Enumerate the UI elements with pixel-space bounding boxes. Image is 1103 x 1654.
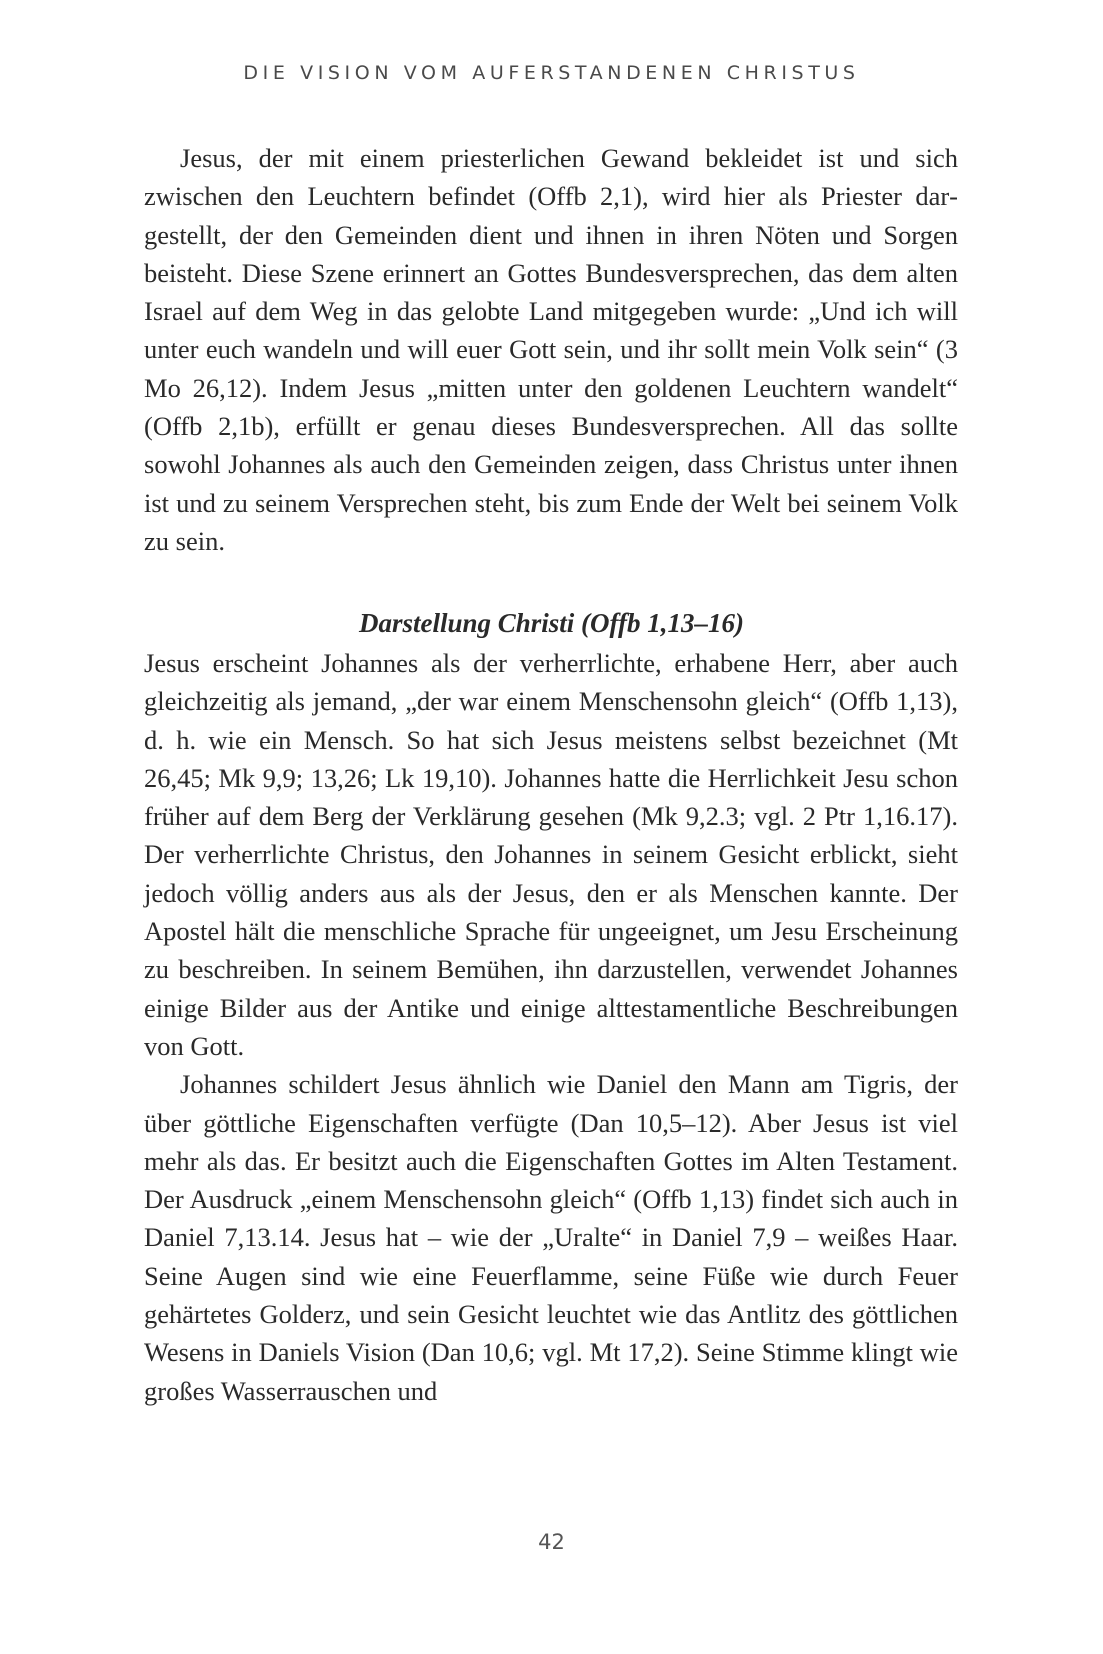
running-head: DIE VISION VOM AUFERSTANDENEN CHRISTUS — [243, 62, 860, 84]
page-number: 42 — [538, 1530, 565, 1554]
paragraph: Jesus erscheint Johannes als der verherrlichte, erhabene Herr, aber auch gleichzeitig als jemand, „der war einem Menschensohn gleich“ (Offb 1,13), d. h. wie ein Mensch. So hat sich Jesus meistens selbst bezeichnet (Mt 26,45; Mk 9,9; 13,26; Lk 19,10). Johannes hatte die Herrlichkeit Jesu schon früher auf dem Berg der Verklärung gesehen (Mk 9,2.3; vgl. 2 Ptr 1,16.17). Der verherrlichte Christus, den Johannes in seinem Gesicht erblickt, sieht jedoch völlig anders aus als der Jesus, den er als Menschen kannte. Der Apostel hält die menschliche Sprache für ungeeignet, um Jesu Erscheinung zu beschreiben. In seinem Bemühen, ihn darzustellen, verwendet Johannes einige Bilder aus der Antike und einige alttestamentliche Beschreibungen von Gott. — [144, 648, 958, 1061]
section-heading: Darstellung Christi (Offb 1,13–16) — [358, 608, 745, 638]
body-text-bottom — [144, 644, 958, 1410]
paragraph: Jesus, der mit einem priesterlichen Gewand bekleidet ist und sich zwischen den Leuchtern befindet (Offb 2,1), wird hier als Priester dargestellt, der den Gemeinden dient und ihnen in ihren Nöten und Sorgen beisteht. Diese Szene erinnert an Gottes Bundesversprechen, das dem alten Israel auf dem Weg in das gelobte Land mitgegeben wurde: „Und ich will unter euch wandeln und will euer Gott sein, und ihr sollt mein Volk sein“ (3 Mo 26,12). Indem Jesus „mitten unter den goldenen Leuchtern wandelt“ (Offb 2,1b), erfüllt er genau dieses Bundesversprechen. All das sollte sowohl Johannes als auch den Gemeinden zeigen, dass Christus unter ihnen ist und zu seinem Versprechen steht, bis zum Ende der Welt bei seinem Volk zu sein. — [144, 143, 958, 556]
paragraph: Johannes schildert Jesus ähnlich wie Daniel den Mann am Tigris, der über göttliche Eigenschaften verfügte (Dan 10,5–12). Aber Jesus ist viel mehr als das. Er besitzt auch die Eigenschaften Gottes im Alten Testament. Der Ausdruck „einem Menschensohn gleich“ (Offb 1,13) findet sich auch in Daniel 7,13.14. Jesus hat – wie der „Uralte“ in Daniel 7,9 – weißes Haar. Seine Augen sind wie eine Feuerflamme, seine Füße wie durch Feuer gehärtetes Golderz, und sein Gesicht leuchtet wie das Antlitz des göttlichen Wesens in Daniels Vision (Dan 10,6; vgl. Mt 17,2). Seine Stimme klingt wie großes Wasserrauschen und — [144, 1069, 958, 1406]
body-text-top — [144, 139, 958, 560]
